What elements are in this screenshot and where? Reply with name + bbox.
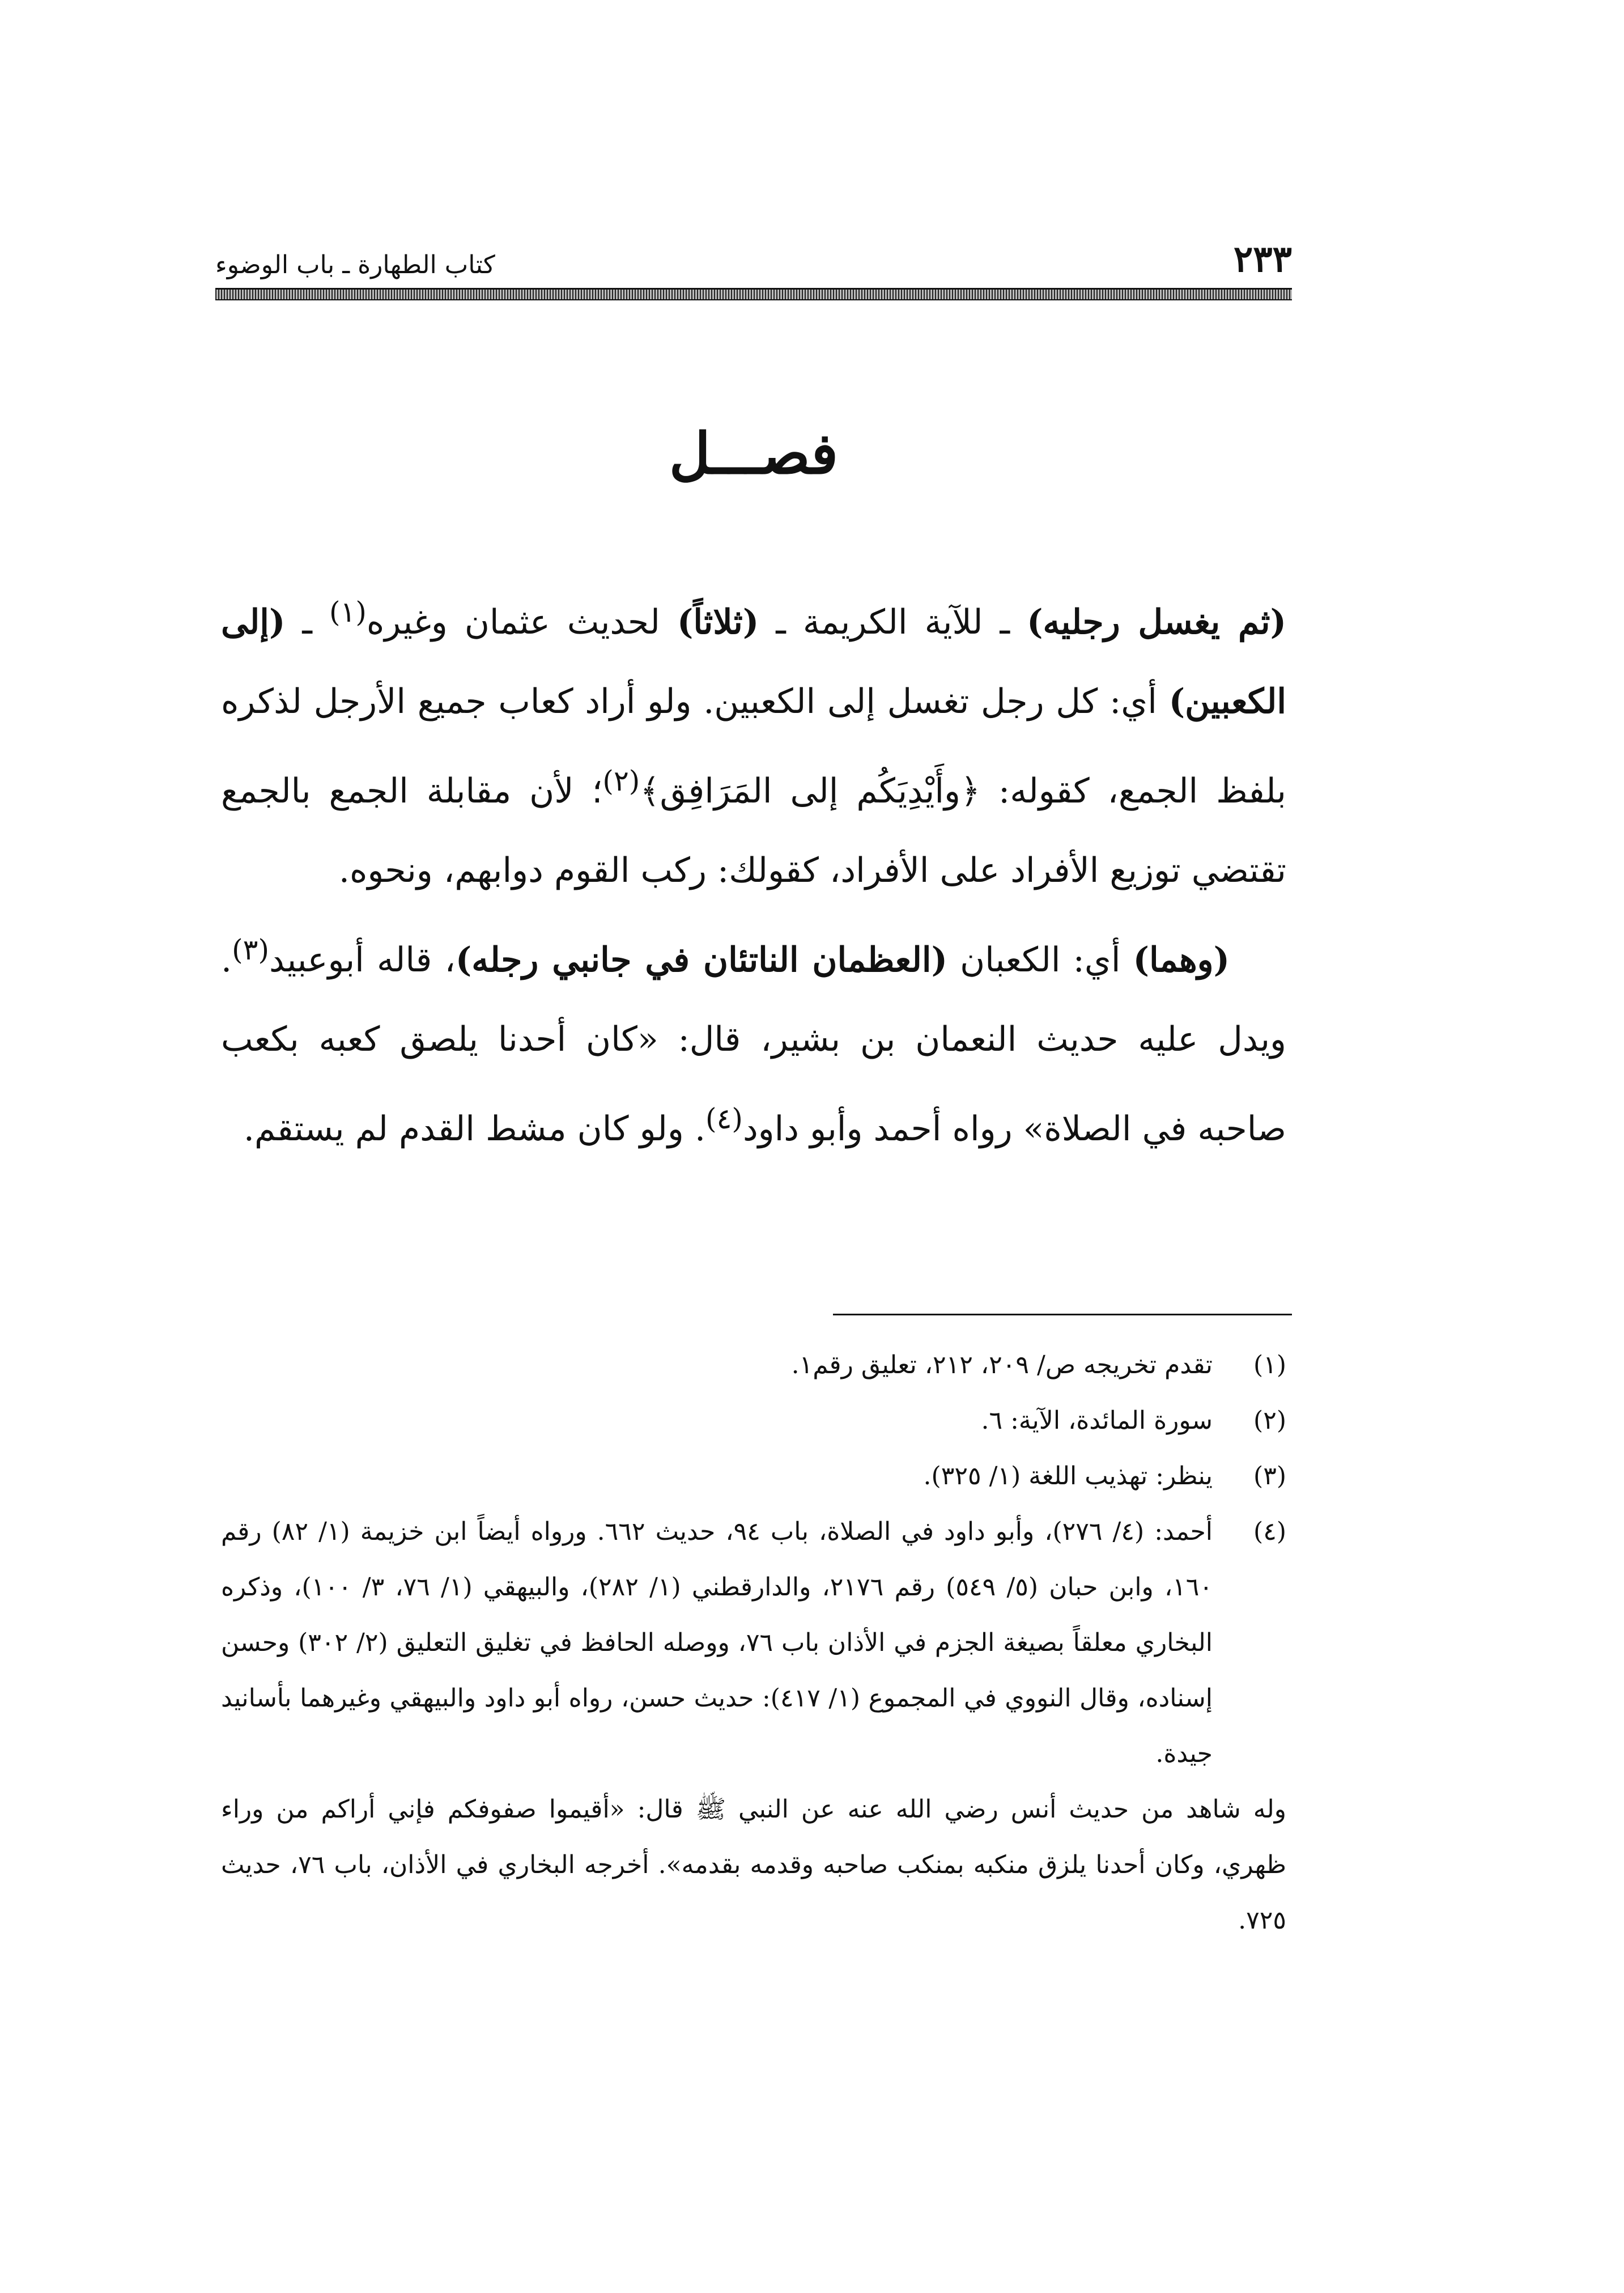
footnote-number: (٢) (1253, 1406, 1286, 1435)
footnote-ref: (٤) (705, 1102, 743, 1135)
footnote-item (221, 1393, 1286, 1449)
footnote-item (221, 1449, 1286, 1504)
footnote-ref: (٢) (602, 765, 640, 797)
main-text (221, 572, 1286, 1169)
footnote-continuation: وله شاهد من حديث أنس رضي الله عنه عن النبي ﷺ قال: «أقيموا صفوفكم فإني أراكم من وراء ظهري، وكان أحدنا يلزق منكبه بمنكب صاحبه وقدمه بقدمه». أخرجه البخاري في الأذان، باب ٧٦، حديث ٧٢٥. (221, 1795, 1286, 1935)
footnote-number: (١) (1253, 1351, 1286, 1379)
matn-phrase: (العظمان الناتئان في جانبي رجله) (455, 940, 947, 980)
footnotes (221, 1337, 1286, 1948)
footnote-number: (٤) (1253, 1517, 1286, 1546)
footnote-separator (833, 1314, 1292, 1315)
footnote-text: تقدم تخريجه ص/ ٢٠٩، ٢١٢، تعليق رقم١. (791, 1351, 1213, 1379)
commentary-text: ـ للآية الكريمة ـ (759, 602, 1027, 642)
section-title: فصـــل (669, 420, 839, 487)
footnote-item (221, 1337, 1286, 1393)
commentary-text: ؛ لأن مقابلة الجمع بالجمع تقتضي توزيع الأفراد على الأفراد، كقولك: ركب القوم دوابهم، ونحوه. (221, 771, 1286, 890)
matn-phrase: (وهما) (1133, 940, 1230, 980)
commentary-text: لحديث عثمان وغيره (366, 602, 677, 642)
footnote-ref: (١) (329, 596, 367, 629)
page-number: ٢٣٣ (1233, 238, 1292, 281)
commentary-text: ـ (285, 602, 329, 642)
matn-phrase: (إلى الكعبين) (221, 602, 1286, 721)
commentary-text: . ويدل عليه حديث النعمان بن بشير، قال: «كان أحدنا يلصق كعبه بكعب صاحبه في الصلاة» رواه أحمد وأبو داود (221, 940, 1286, 1149)
commentary-text: أي: الكعبان (947, 940, 1133, 980)
footnote-text: سورة المائدة، الآية: ٦. (981, 1406, 1213, 1435)
paragraph-1 (221, 572, 1286, 910)
commentary-text: ، قاله أبوعبيد (269, 940, 456, 980)
paragraph-2 (221, 910, 1286, 1169)
commentary-text: أي: كل رجل تغسل إلى الكعبين. ولو أراد كعاب جميع الأرجل لذكره بلفظ الجمع، كقوله: ﴿وأَيْدِيَكُم إلى المَرَافِق﴾ (221, 682, 1286, 811)
footnote-text: أحمد: (٤/ ٢٧٦)، وأبو داود في الصلاة، باب ٩٤، حديث ٦٦٢. ورواه أيضاً ابن خزيمة (١/ ٨٢) رقم ١٦٠، وابن حبان (٥/ ٥٤٩) رقم ٢١٧٦، والدارقطني (١/ ٢٨٢)، والبيهقي (١/ ٧٦، ٣/ ١٠٠)، وذكره البخاري معلقاً بصيغة الجزم في الأذان باب ٧٦، ووصله الحافظ في تغليق التعليق (٢/ ٣٠٢) وحسن إسناده، وقال النووي في المجموع (١/ ٤١٧): حديث حسن، رواه أبو داود والبيهقي وغيرهما بأسانيد جيدة. (221, 1517, 1213, 1768)
footnote-number: (٣) (1253, 1462, 1286, 1491)
matn-phrase: (ثلاثاً) (677, 602, 759, 642)
page-header (215, 232, 1292, 281)
footnote-ref: (٣) (232, 933, 269, 966)
running-title: كتاب الطهارة ـ باب الوضوء (215, 250, 495, 279)
footnote-text: ينظر: تهذيب اللغة (١/ ٣٢٥). (923, 1462, 1213, 1491)
footnote-item (221, 1504, 1286, 1782)
header-rule (215, 288, 1292, 300)
matn-phrase: (ثم يغسل رجليه) (1027, 602, 1286, 642)
commentary-text: . ولو كان مشط القدم لم يستقم. (243, 1109, 706, 1149)
